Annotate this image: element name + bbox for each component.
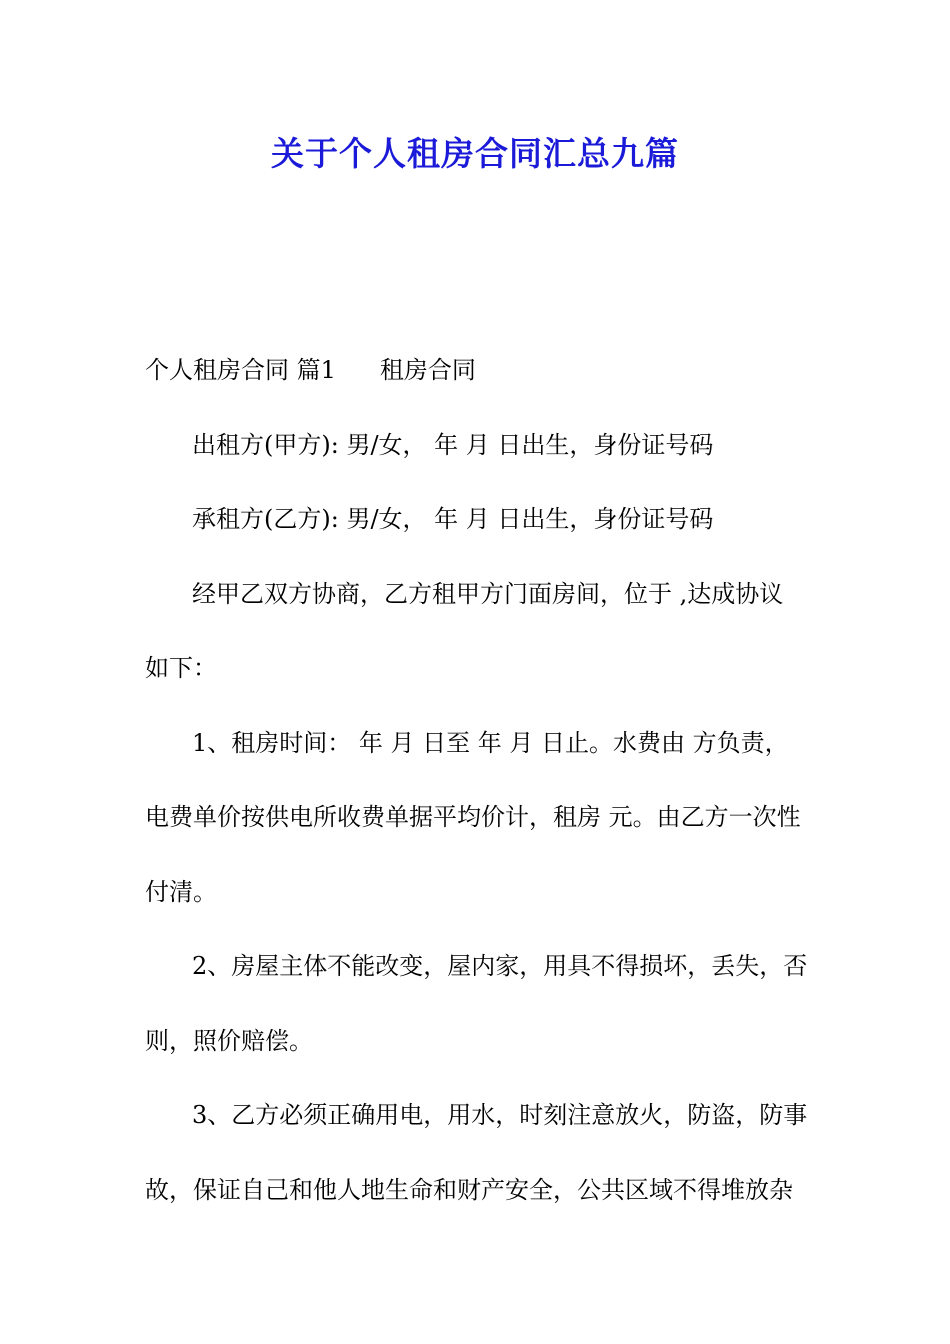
section-heading-subtitle: 租房合同 [379,356,476,384]
paragraph-line: 2、房屋主体不能改变，屋内家，用具不得损坏，丢失，否 [192,952,808,980]
paragraph-line: 出租方(甲方): 男/女， 年 月 日出生，身份证号码 [192,430,714,459]
paragraph-line: 则，照价赔偿。 [145,1026,313,1055]
document-title: 关于个人租房合同汇总九篇 [271,134,679,173]
section-heading-number: 个人租房合同 篇1 [145,356,336,384]
paragraph-line: 故，保证自己和他人地生命和财产安全，公共区域不得堆放杂 [145,1175,793,1204]
section-heading [145,333,813,408]
document-body [145,333,813,1227]
paragraph-line: 如下： [145,654,217,682]
paragraph-line: 经甲乙双方协商，乙方租甲方门面房间，位于 ,达成协议 [192,579,784,608]
paragraph-line: 3、乙方必须正确用电，用水，时刻注意放火，防盗，防事 [192,1101,808,1129]
paragraph-line: 承租方(乙方): 男/女， 年 月 日出生，身份证号码 [192,505,714,533]
paragraph-line: 付清。 [145,877,217,906]
paragraph-line: 电费单价按供电所收费单据平均价计，租房 元。由乙方一次性 [145,803,801,831]
paragraph-line: 1、租房时间： 年 月 日至 年 月 日止。水费由 方负责， [192,728,789,757]
